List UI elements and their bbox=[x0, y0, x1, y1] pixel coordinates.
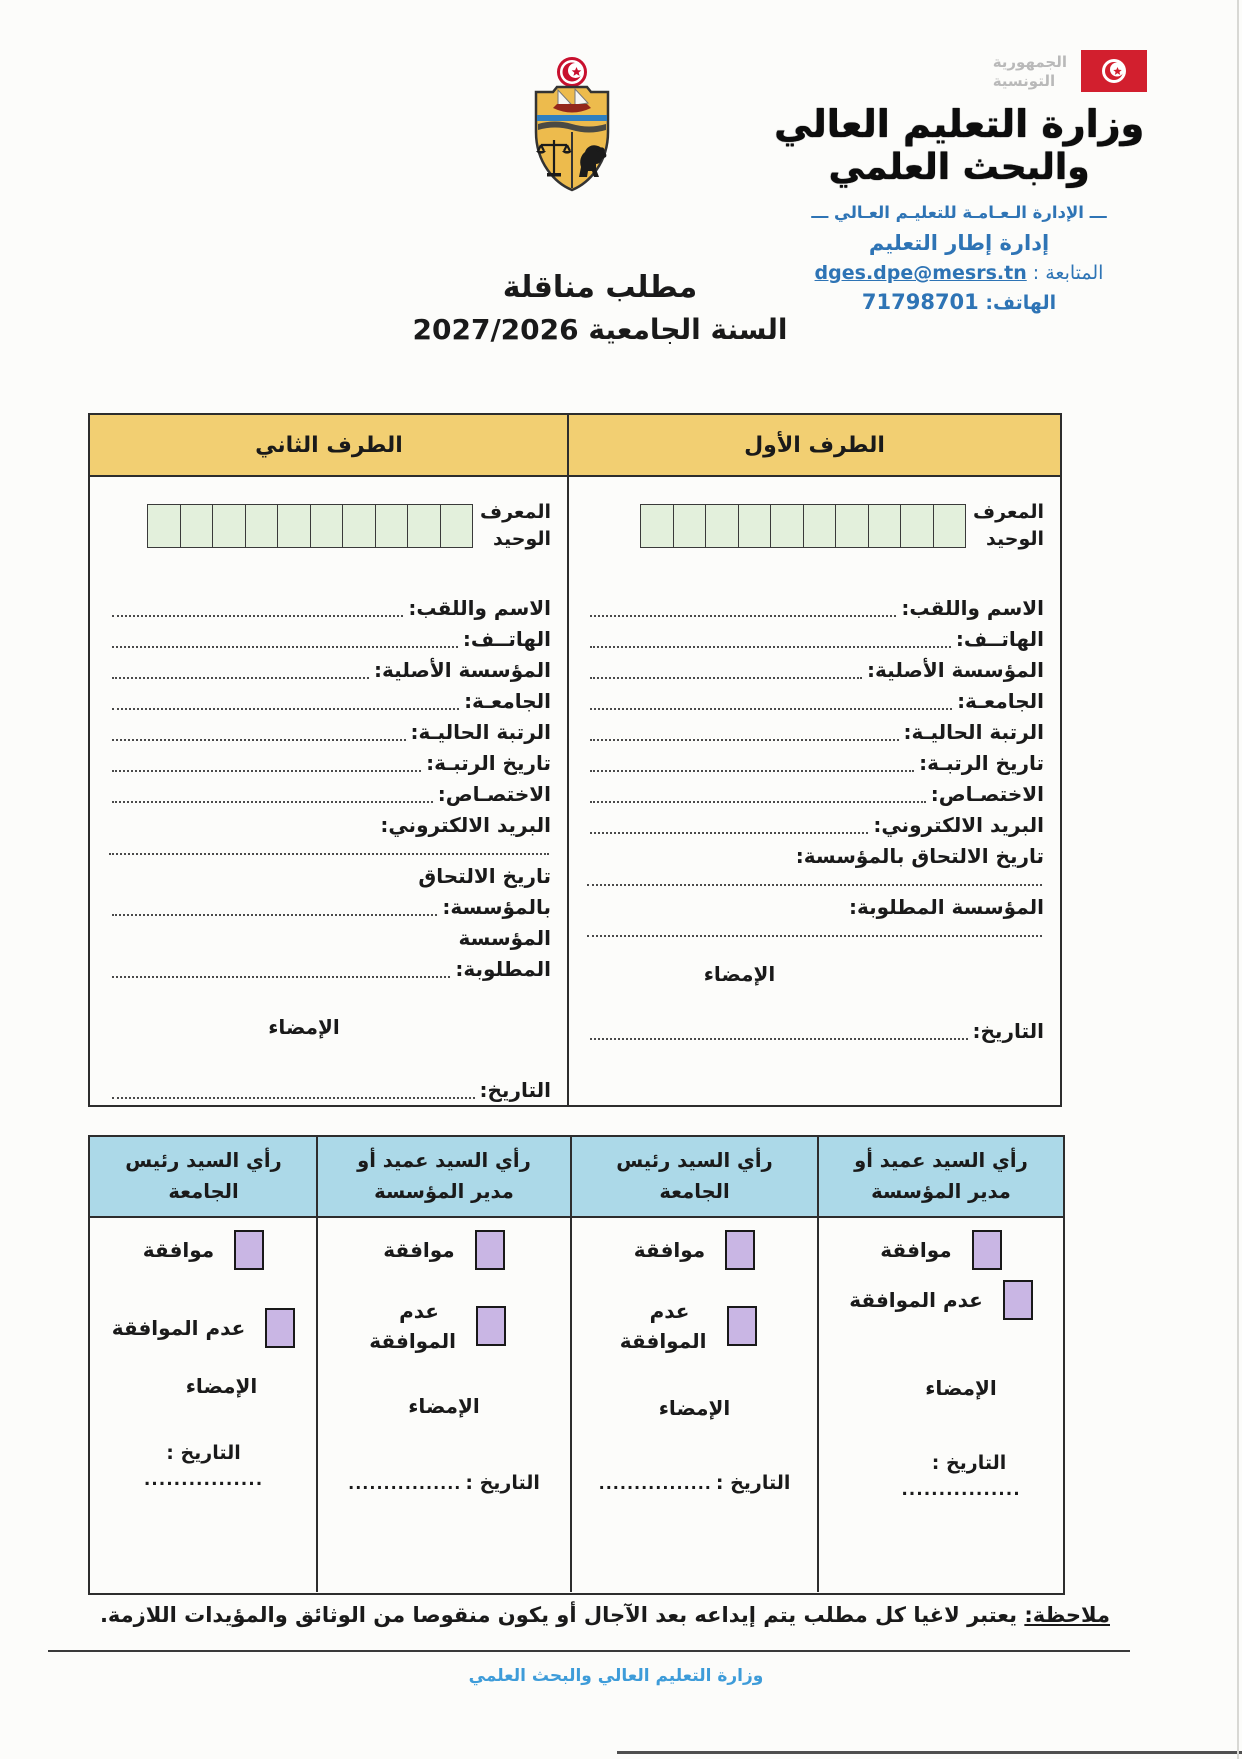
field-origin-institution: المؤسسة الأصلية: bbox=[585, 655, 1044, 686]
approve-row: موافقة bbox=[572, 1230, 817, 1270]
department-line: إدارة إطار التعليم bbox=[868, 231, 1050, 256]
field-email: البريد الالكتروني: bbox=[585, 810, 1044, 841]
uid-cell bbox=[147, 504, 181, 548]
parties-table-header bbox=[90, 415, 1060, 477]
field-phone: الهاتــف: bbox=[107, 624, 551, 655]
uid-cell bbox=[932, 504, 966, 548]
unique-id-label: المعرف الوحيد bbox=[973, 501, 1044, 550]
field-origin-institution: المؤسسة الأصلية: bbox=[107, 655, 551, 686]
dotted-line bbox=[590, 646, 951, 648]
field-phone: الهاتــف: bbox=[585, 624, 1044, 655]
approve-checkbox bbox=[725, 1230, 755, 1270]
disapprove-checkbox bbox=[476, 1306, 506, 1346]
uid-cell bbox=[770, 504, 804, 548]
dotted-line bbox=[112, 976, 450, 978]
field-requested-line2: المطلوبة: bbox=[107, 954, 551, 985]
dotted-line bbox=[109, 841, 549, 855]
opinion-header-dean-2: رأي السيد عميد أو مدير المؤسسة bbox=[316, 1137, 570, 1216]
unique-id-label: المعرف الوحيد bbox=[480, 501, 551, 550]
dotted-line bbox=[587, 923, 1042, 937]
phone-label: الهاتف: bbox=[985, 292, 1057, 315]
approve-row: موافقة bbox=[91, 1230, 316, 1270]
field-specialty: الاختصـاص: bbox=[107, 779, 551, 810]
field-rank-date: تاريخ الرتبـة: bbox=[585, 748, 1044, 779]
phone-number: 71798701 bbox=[861, 290, 979, 315]
opinion-column-dean-1 bbox=[817, 1218, 1063, 1592]
uid-cell bbox=[867, 504, 901, 548]
uid-cell bbox=[374, 504, 408, 548]
tunisia-flag-icon bbox=[1081, 50, 1147, 96]
opinion-column-dean-2 bbox=[316, 1218, 570, 1592]
field-current-rank: الرتبة الحاليـة: bbox=[107, 717, 551, 748]
first-party-signature-label: الإمضاء bbox=[703, 962, 776, 986]
date-label: التاريخ : bbox=[166, 1442, 241, 1464]
parties-table bbox=[88, 413, 1062, 1107]
dotted-line bbox=[590, 770, 914, 772]
letterhead-top-row bbox=[733, 50, 1185, 96]
dotted-line bbox=[112, 914, 437, 916]
approve-checkbox bbox=[234, 1230, 264, 1270]
opinion-column-president-1 bbox=[570, 1218, 817, 1592]
field-university: الجامعـة: bbox=[585, 686, 1044, 717]
uid-cell bbox=[342, 504, 376, 548]
uid-cell bbox=[277, 504, 311, 548]
tunisia-coat-of-arms-icon bbox=[524, 56, 620, 198]
field-specialty: الاختصـاص: bbox=[585, 779, 1044, 810]
disapprove-checkbox bbox=[1003, 1280, 1033, 1320]
disapprove-row: عدم الموافقة bbox=[572, 1296, 817, 1356]
uid-cell bbox=[212, 504, 246, 548]
dotted-line bbox=[590, 615, 896, 617]
dotted-line bbox=[112, 646, 458, 648]
approve-row: موافقة bbox=[819, 1230, 1063, 1270]
footer-divider bbox=[48, 1650, 1130, 1652]
first-party-column bbox=[567, 477, 1060, 1106]
date-dots: ................ bbox=[901, 1480, 1021, 1500]
approve-row: موافقة bbox=[318, 1230, 570, 1270]
field-join-date-line1: تاريخ الالتحاق bbox=[418, 864, 551, 888]
uid-cell bbox=[705, 504, 739, 548]
approve-checkbox bbox=[972, 1230, 1002, 1270]
disapprove-row: عدم الموافقة bbox=[819, 1280, 1063, 1320]
unique-id-grid bbox=[148, 504, 473, 548]
uid-cell bbox=[640, 504, 674, 548]
uid-cell bbox=[835, 504, 869, 548]
dotted-line bbox=[112, 739, 406, 741]
note-line bbox=[88, 1603, 1110, 1627]
unique-id-grid bbox=[641, 504, 966, 548]
academic-year-value: 2027/2026 bbox=[412, 313, 579, 346]
uid-cell bbox=[309, 504, 343, 548]
title-line1: مطلب مناقلة bbox=[502, 270, 698, 305]
field-name: الاسم واللقب: bbox=[585, 593, 1044, 624]
dotted-line bbox=[112, 615, 403, 617]
field-email: البريد الالكتروني: bbox=[380, 813, 551, 837]
opinions-table-header bbox=[90, 1137, 1063, 1218]
second-party-signature-label: الإمضاء bbox=[268, 1015, 340, 1039]
dotted-line bbox=[587, 872, 1042, 886]
opinion-header-dean-1: رأي السيد عميد أو مدير المؤسسة bbox=[817, 1137, 1063, 1216]
uid-cell bbox=[244, 504, 278, 548]
approve-checkbox bbox=[475, 1230, 505, 1270]
date-label: التاريخ : bbox=[931, 1452, 1007, 1474]
uid-cell bbox=[802, 504, 836, 548]
field-join-date-line2: بالمؤسسة: bbox=[107, 892, 551, 923]
dotted-line bbox=[590, 739, 899, 741]
uid-cell bbox=[439, 504, 473, 548]
directorate-line: ـــ الإدارة الـعـامـة للتعليـم العـالي ـــ bbox=[811, 203, 1107, 223]
second-party-unique-id-row bbox=[107, 499, 551, 553]
dotted-line bbox=[590, 801, 926, 803]
dotted-line bbox=[590, 708, 952, 710]
document-title bbox=[0, 270, 1200, 346]
field-current-rank: الرتبة الحاليـة: bbox=[585, 717, 1044, 748]
title-line2 bbox=[0, 313, 1200, 346]
opinion-column-president-2 bbox=[91, 1218, 316, 1592]
opinion-header-president-1: رأي السيد رئيس الجامعة bbox=[570, 1137, 817, 1216]
signature-label: الإمضاء bbox=[408, 1394, 480, 1418]
followup-label: المتابعة : bbox=[1032, 262, 1104, 285]
second-party-header: الطرف الثاني bbox=[255, 432, 403, 458]
ministry-name-line1: وزارة التعليم العالي bbox=[773, 102, 1145, 146]
uid-cell bbox=[407, 504, 441, 548]
signature-label: الإمضاء bbox=[185, 1374, 258, 1398]
disapprove-row: عدم الموافقة bbox=[318, 1296, 570, 1356]
dotted-line bbox=[590, 1038, 968, 1040]
dotted-line bbox=[112, 1097, 475, 1099]
dotted-line bbox=[112, 770, 421, 772]
uid-cell bbox=[737, 504, 771, 548]
scan-edge-artifact bbox=[1237, 0, 1239, 1759]
disapprove-checkbox bbox=[265, 1308, 295, 1348]
dotted-line bbox=[590, 677, 862, 679]
date-row: التاريخ : ................ bbox=[348, 1472, 540, 1494]
academic-year-label: السنة الجامعية bbox=[588, 313, 788, 346]
date-row: التاريخ : ................ bbox=[598, 1472, 791, 1494]
uid-cell bbox=[672, 504, 706, 548]
field-name: الاسم واللقب: bbox=[107, 593, 551, 624]
uid-cell bbox=[179, 504, 213, 548]
second-party-date-row: التاريخ: bbox=[107, 1075, 551, 1106]
field-join-date: تاريخ الالتحاق بالمؤسسة: bbox=[795, 844, 1044, 868]
note-text: يعتبر لاغيا كل مطلب يتم إيداعه بعد الآجال أو يكون منقوصا من الوثائق والمؤيدات اللازمة. bbox=[99, 1603, 1025, 1627]
opinion-header-president-2: رأي السيد رئيس الجامعة bbox=[125, 1149, 282, 1203]
footer-ministry-text: وزارة التعليم العالي والبحث العلمي bbox=[468, 1666, 764, 1686]
followup-email-link[interactable]: dges.dpe@mesrs.tn bbox=[814, 262, 1027, 285]
scan-edge-artifact bbox=[617, 1751, 1242, 1754]
first-party-header: الطرف الأول bbox=[567, 415, 1060, 475]
first-party-unique-id-row bbox=[585, 499, 1044, 553]
dotted-line bbox=[112, 677, 369, 679]
uid-cell bbox=[900, 504, 934, 548]
dotted-line bbox=[112, 708, 459, 710]
field-rank-date: تاريخ الرتبـة: bbox=[107, 748, 551, 779]
field-requested-institution: المؤسسة المطلوبة: bbox=[848, 895, 1044, 919]
disapprove-checkbox bbox=[727, 1306, 757, 1346]
signature-label: الإمضاء bbox=[925, 1376, 997, 1400]
disapprove-row: عدم الموافقة bbox=[91, 1308, 316, 1348]
dotted-line bbox=[112, 801, 433, 803]
signature-label: الإمضاء bbox=[658, 1396, 731, 1420]
date-dots: ................ bbox=[143, 1470, 264, 1490]
dotted-line bbox=[590, 832, 868, 834]
note-label: ملاحظة: bbox=[1024, 1603, 1110, 1627]
republic-label: الجمهورية التونسية bbox=[992, 53, 1067, 90]
field-university: الجامعـة: bbox=[107, 686, 551, 717]
first-party-date-row: التاريخ: bbox=[585, 1016, 1044, 1047]
second-party-column bbox=[91, 477, 567, 1106]
ministry-name-line2: والبحث العلمي bbox=[828, 146, 1090, 188]
opinions-table bbox=[88, 1135, 1065, 1595]
field-requested-line1: المؤسسة bbox=[458, 926, 551, 950]
